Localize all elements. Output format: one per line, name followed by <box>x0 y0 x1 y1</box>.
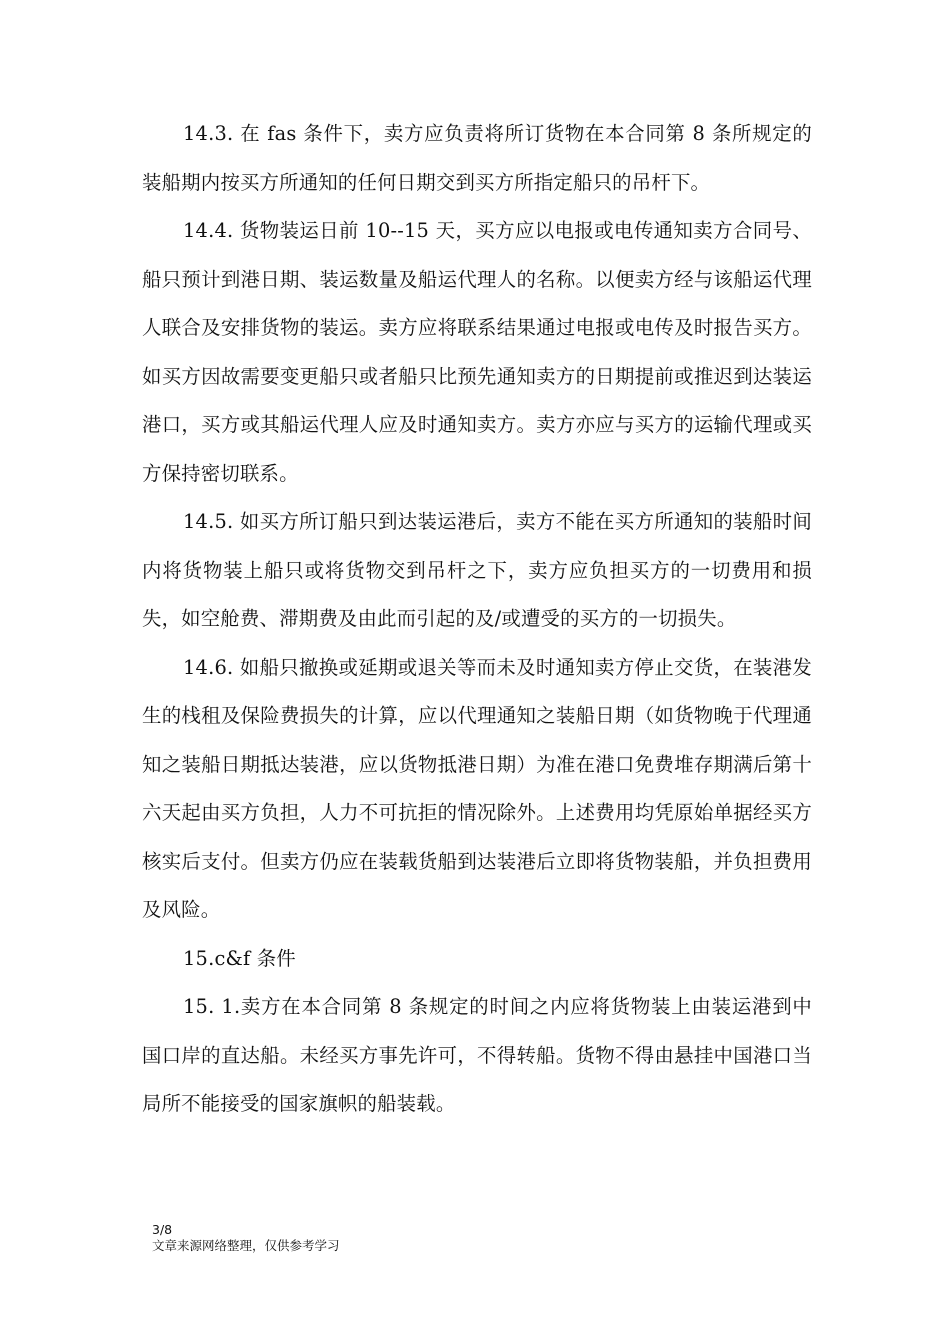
clause-15-1: 15. 1.卖方在本合同第 8 条规定的时间之内应将货物装上由装运港到中国口岸的直达船。未经买方事先许可，不得转船。货物不得由悬挂中国港口当局所不能接受的国家旗帜的船装载。 <box>142 995 812 1115</box>
page-number: 3/8 <box>152 1222 173 1237</box>
clause-14-4: 14.4. 货物装运日前 10--15 天，买方应以电报或电传通知卖方合同号、船只预计到港日期、装运数量及船运代理人的名称。以便卖方经与该船运代理人联合及安排货物的装运。卖方应将联系结果通过电报或电传及时报告买方。如买方因故需要变更船只或者船只比预先通知卖方的日期提前或推迟到达装运港口，买方或其船运代理人应及时通知卖方。卖方亦应与买方的运输代理或买方保持密切联系。 <box>142 219 812 485</box>
section-15-heading: 15.c&f 条件 <box>183 946 296 970</box>
page-footer <box>152 1222 340 1254</box>
clause-14-3: 14.3. 在 fas 条件下，卖方应负责将所订货物在本合同第 8 条所规定的装船期内按买方所通知的任何日期交到买方所指定船只的吊杆下。 <box>142 122 812 194</box>
source-note: 文章来源网络整理，仅供参考学习 <box>152 1238 340 1253</box>
clause-14-5: 14.5. 如买方所订船只到达装运港后，卖方不能在买方所通知的装船时间内将货物装上船只或将货物交到吊杆之下，卖方应负担买方的一切费用和损失，如空舱费、滞期费及由此而引起的及/或遭受的买方的一切损失。 <box>142 510 812 630</box>
clause-14-6: 14.6. 如船只撤换或延期或退关等而未及时通知卖方停止交货，在装港发生的栈租及保险费损失的计算，应以代理通知之装船日期（如货物晚于代理通知之装船日期抵达装港，应以货物抵港日期）为准在港口免费堆存期满后第十六天起由买方负担，人力不可抗拒的情况除外。上述费用均凭原始单据经买方核实后支付。但卖方仍应在装载货船到达装港后立即将货物装船，并负担费用及风险。 <box>142 655 812 921</box>
document-body <box>142 110 812 1129</box>
